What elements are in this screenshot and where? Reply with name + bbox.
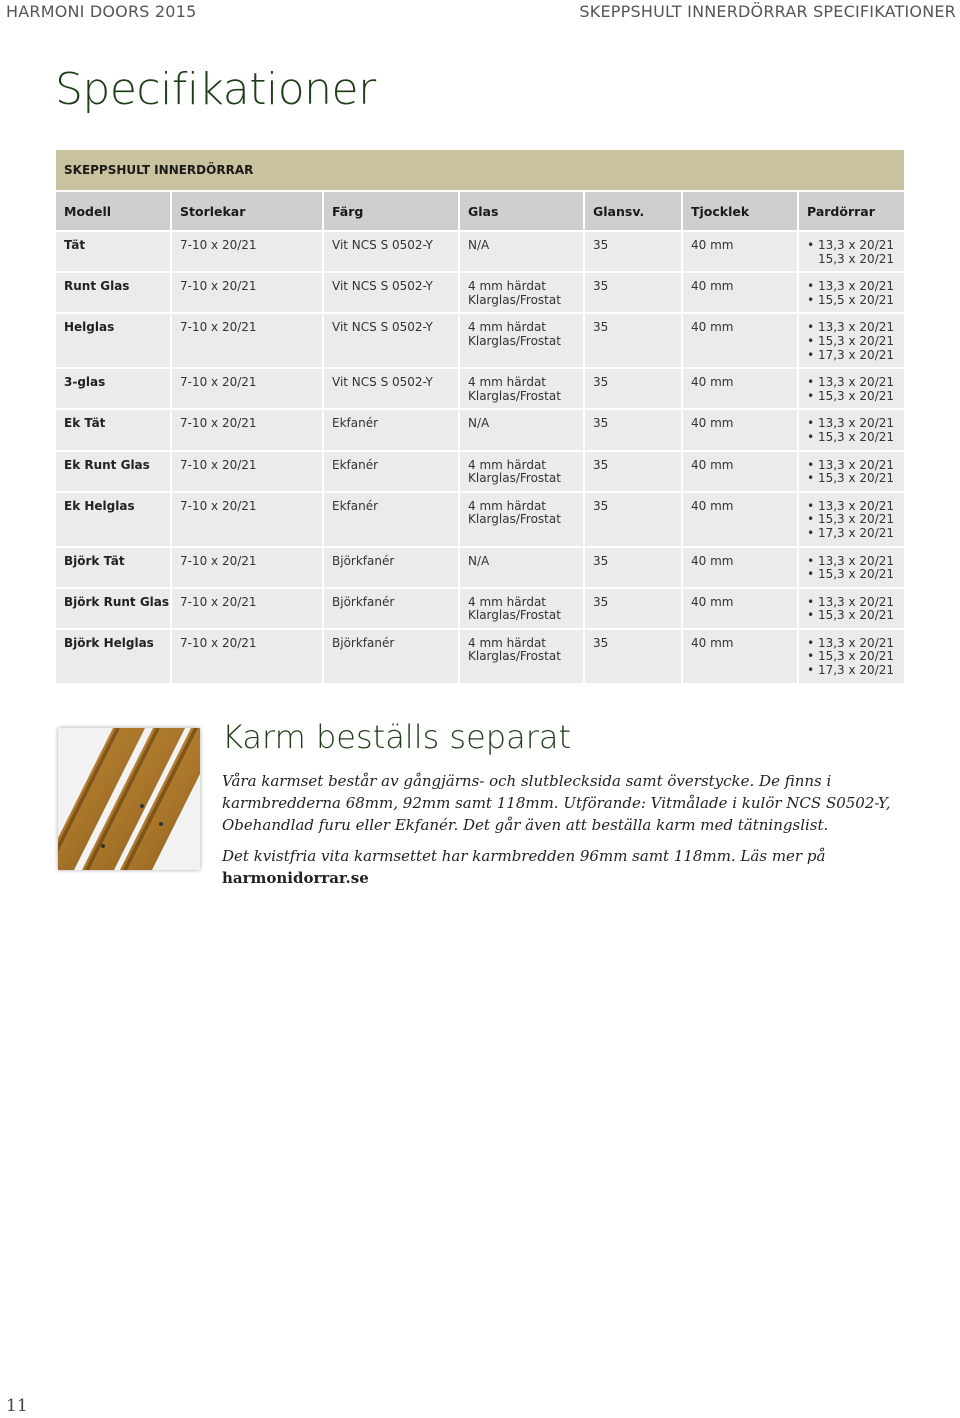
glass-line: Klarglas/Frostat: [468, 471, 561, 486]
cell-gloss: 35: [584, 272, 682, 313]
cell-model: Björk Tät: [56, 547, 171, 588]
double-door-size: • 15,3 x 20/21: [807, 431, 894, 445]
double-door-size: • 15,3 x 20/21: [807, 335, 894, 349]
double-door-size: • 13,3 x 20/21: [807, 500, 894, 514]
table-row: [56, 547, 904, 588]
cell-thickness: 40 mm: [682, 231, 798, 272]
cell-model: Björk Runt Glas: [56, 588, 171, 629]
cell-sizes: 7-10 x 20/21: [171, 272, 323, 313]
table-section-row: [56, 150, 904, 191]
spec-table: [56, 150, 904, 685]
cell-thickness: 40 mm: [682, 629, 798, 684]
cell-color: Ekfanér: [323, 492, 459, 547]
double-door-size: • 13,3 x 20/21: [807, 321, 894, 335]
frame-title: Karm beställs separat: [222, 718, 572, 756]
cell-glass: [459, 409, 584, 450]
column-header: Glas: [459, 191, 584, 231]
double-door-size: • 15,3 x 20/21: [807, 390, 894, 404]
double-door-size: 15,3 x 20/21: [817, 251, 894, 266]
column-header: Färg: [323, 191, 459, 231]
cell-color: Björkfanér: [323, 629, 459, 684]
double-door-list: [807, 637, 904, 678]
table-row: [56, 368, 904, 409]
column-header: Storlekar: [171, 191, 323, 231]
cell-sizes: 7-10 x 20/21: [171, 368, 323, 409]
frame-description: Våra karmset består av gångjärns- och slutblecksida samt överstycke. De finns i karmbredderna 68mm, 92mm samt 118mm. Utförande: Vitmålade i kulör NCS S0502-Y, Obehandlad furu eller Ekfanér. Det går även att beställa karm med tätningslist.: [222, 772, 891, 834]
table-row: [56, 492, 904, 547]
double-door-size: • 13,3 x 20/21: [807, 239, 894, 253]
double-door-size: • 15,3 x 20/21: [807, 609, 894, 623]
cell-color: Björkfanér: [323, 588, 459, 629]
double-door-list: [807, 417, 904, 444]
cell-sizes: 7-10 x 20/21: [171, 588, 323, 629]
cell-thickness: 40 mm: [682, 547, 798, 588]
cell-double-doors: [798, 409, 904, 450]
double-door-list: [807, 376, 904, 403]
double-door-list: [807, 500, 904, 541]
cell-thickness: 40 mm: [682, 272, 798, 313]
cell-gloss: 35: [584, 409, 682, 450]
double-door-size: • 15,3 x 20/21: [807, 650, 894, 664]
table-row: [56, 588, 904, 629]
cell-model: Björk Helglas: [56, 629, 171, 684]
cell-double-doors: [798, 451, 904, 492]
table-header-row: [56, 191, 904, 231]
cell-glass: [459, 451, 584, 492]
cell-gloss: 35: [584, 629, 682, 684]
cell-thickness: 40 mm: [682, 492, 798, 547]
glass-line: Klarglas/Frostat: [468, 649, 561, 664]
cell-glass: [459, 629, 584, 684]
cell-gloss: 35: [584, 547, 682, 588]
header-right: SKEPPSHULT INNERDÖRRAR SPECIFIKATIONER: [579, 2, 956, 21]
table-row: [56, 231, 904, 272]
cell-glass: [459, 231, 584, 272]
cell-gloss: 35: [584, 368, 682, 409]
frame-note: [222, 845, 902, 889]
table-row: [56, 272, 904, 313]
glass-line: 4 mm härdat: [468, 320, 546, 335]
cell-gloss: 35: [584, 451, 682, 492]
glass-line: Klarglas/Frostat: [468, 292, 561, 307]
glass-line: Klarglas/Frostat: [468, 388, 561, 403]
cell-gloss: 35: [584, 313, 682, 368]
cell-glass: [459, 313, 584, 368]
cell-color: Vit NCS S 0502-Y: [323, 368, 459, 409]
cell-glass: [459, 588, 584, 629]
cell-sizes: 7-10 x 20/21: [171, 629, 323, 684]
column-header: Glansv.: [584, 191, 682, 231]
double-door-list: [807, 280, 904, 307]
cell-model: Helglas: [56, 313, 171, 368]
double-door-list: [807, 321, 904, 362]
cell-sizes: 7-10 x 20/21: [171, 547, 323, 588]
wood-door-frame-icon: [58, 728, 200, 870]
cell-model: Ek Runt Glas: [56, 451, 171, 492]
cell-model: 3-glas: [56, 368, 171, 409]
cell-double-doors: [798, 492, 904, 547]
column-header: Tjocklek: [682, 191, 798, 231]
cell-gloss: 35: [584, 231, 682, 272]
table-row: [56, 629, 904, 684]
double-door-size: • 15,3 x 20/21: [807, 472, 894, 486]
wood-door-frame-image: [58, 728, 200, 870]
frame-note-text: Det kvistfria vita karmsettet har karmbredden 96mm samt 118mm. Läs mer på: [222, 847, 826, 865]
cell-double-doors: [798, 231, 904, 272]
cell-sizes: 7-10 x 20/21: [171, 409, 323, 450]
cell-double-doors: [798, 629, 904, 684]
table-row: [56, 409, 904, 450]
cell-sizes: 7-10 x 20/21: [171, 451, 323, 492]
double-door-size: • 13,3 x 20/21: [807, 376, 894, 390]
cell-thickness: 40 mm: [682, 588, 798, 629]
double-door-size: • 15,3 x 20/21: [807, 568, 894, 582]
cell-double-doors: [798, 588, 904, 629]
glass-line: Klarglas/Frostat: [468, 512, 561, 527]
cell-double-doors: [798, 313, 904, 368]
double-door-size: • 17,3 x 20/21: [807, 664, 894, 678]
cell-double-doors: [798, 368, 904, 409]
cell-glass: [459, 492, 584, 547]
page-title: Specifikationer: [55, 64, 376, 115]
section-title: SKEPPSHULT INNERDÖRRAR: [56, 150, 904, 191]
glass-line: 4 mm härdat: [468, 594, 546, 609]
cell-model: Ek Tät: [56, 409, 171, 450]
table-row: [56, 313, 904, 368]
glass-line: N/A: [468, 238, 490, 252]
glass-line: N/A: [468, 416, 490, 431]
cell-color: Ekfanér: [323, 409, 459, 450]
glass-line: Klarglas/Frostat: [468, 608, 561, 623]
double-door-size: • 13,3 x 20/21: [807, 555, 894, 569]
double-door-size: • 15,5 x 20/21: [807, 294, 894, 308]
cell-model: Tät: [56, 231, 171, 272]
cell-thickness: 40 mm: [682, 313, 798, 368]
cell-color: Vit NCS S 0502-Y: [323, 231, 459, 272]
glass-line: 4 mm härdat: [468, 457, 546, 472]
cell-sizes: 7-10 x 20/21: [171, 492, 323, 547]
cell-color: Ekfanér: [323, 451, 459, 492]
cell-color: Björkfanér: [323, 547, 459, 588]
cell-model: Runt Glas: [56, 272, 171, 313]
glass-line: N/A: [468, 553, 490, 568]
cell-color: Vit NCS S 0502-Y: [323, 313, 459, 368]
table-row: [56, 451, 904, 492]
glass-line: Klarglas/Frostat: [468, 333, 561, 348]
column-header: Pardörrar: [798, 191, 904, 231]
cell-double-doors: [798, 272, 904, 313]
cell-double-doors: [798, 547, 904, 588]
cell-glass: [459, 272, 584, 313]
double-door-size: • 13,3 x 20/21: [807, 417, 894, 431]
cell-thickness: 40 mm: [682, 409, 798, 450]
double-door-size: • 17,3 x 20/21: [807, 527, 894, 541]
cell-glass: [459, 547, 584, 588]
glass-line: 4 mm härdat: [468, 279, 546, 294]
double-door-size: • 17,3 x 20/21: [807, 349, 894, 363]
glass-line: 4 mm härdat: [468, 375, 546, 390]
cell-gloss: 35: [584, 588, 682, 629]
double-door-size: • 13,3 x 20/21: [807, 459, 894, 473]
cell-glass: [459, 368, 584, 409]
cell-gloss: 35: [584, 492, 682, 547]
cell-thickness: 40 mm: [682, 451, 798, 492]
page-number: 11: [6, 1396, 28, 1416]
double-door-size: • 15,3 x 20/21: [807, 513, 894, 527]
cell-sizes: 7-10 x 20/21: [171, 231, 323, 272]
double-door-list: [807, 459, 904, 486]
cell-model: Ek Helglas: [56, 492, 171, 547]
double-door-size: • 13,3 x 20/21: [807, 280, 894, 294]
header-left: HARMONI DOORS 2015: [6, 2, 197, 21]
double-door-list: [807, 239, 904, 266]
double-door-list: [807, 596, 904, 623]
double-door-list: [807, 555, 904, 582]
cell-color: Vit NCS S 0502-Y: [323, 272, 459, 313]
cell-sizes: 7-10 x 20/21: [171, 313, 323, 368]
column-header: Modell: [56, 191, 171, 231]
website-link[interactable]: harmonidorrar.se: [222, 869, 369, 887]
glass-line: 4 mm härdat: [468, 498, 546, 513]
double-door-size: • 13,3 x 20/21: [807, 637, 894, 651]
glass-line: 4 mm härdat: [468, 635, 546, 650]
table-body: [56, 231, 904, 684]
cell-thickness: 40 mm: [682, 368, 798, 409]
double-door-size: • 13,3 x 20/21: [807, 596, 894, 610]
